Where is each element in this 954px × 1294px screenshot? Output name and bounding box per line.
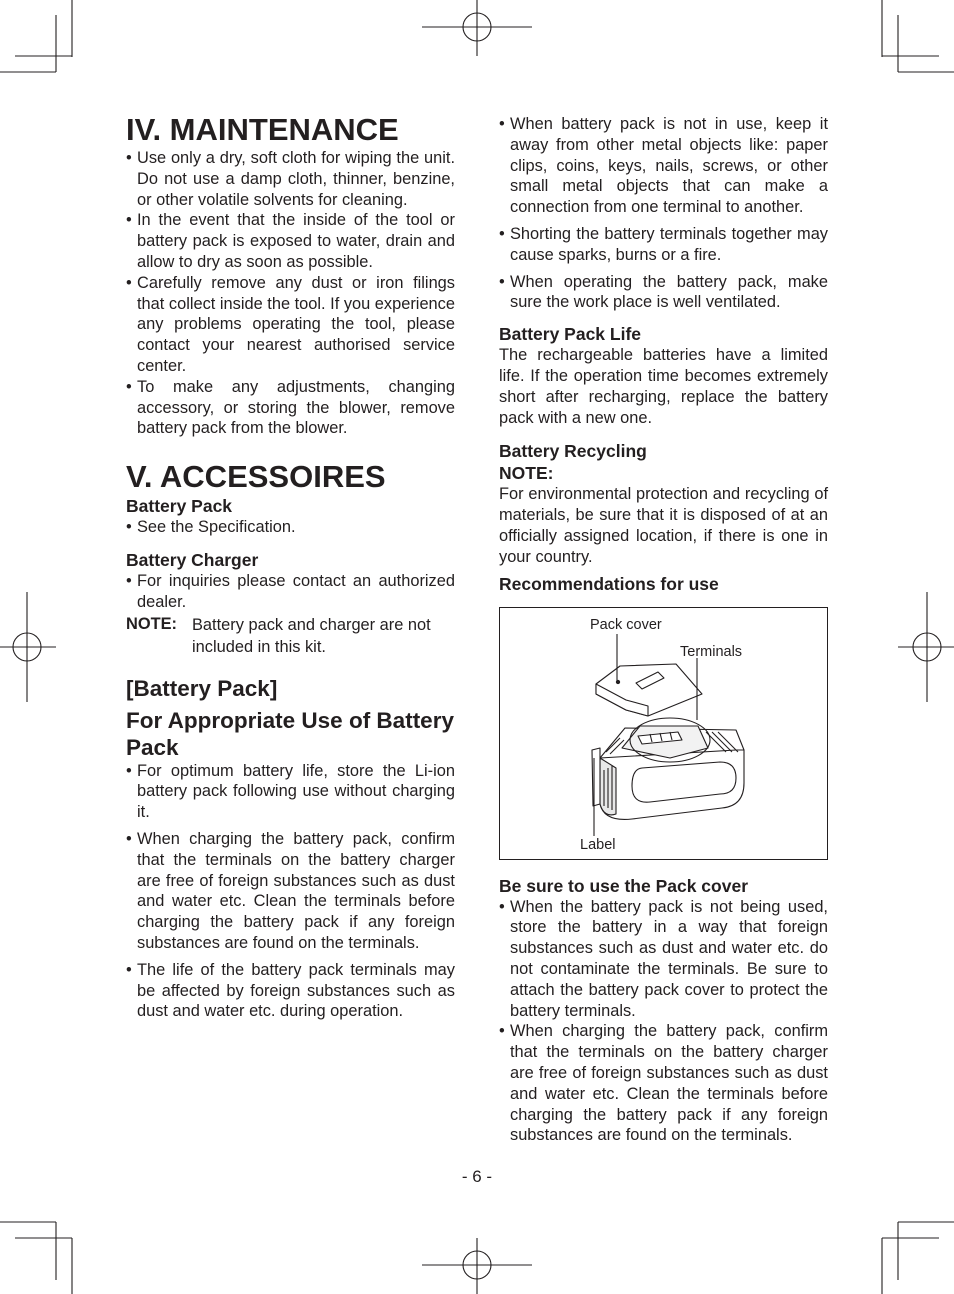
battery-charger-heading: Battery Charger: [126, 549, 259, 570]
pack-cover-heading: Be sure to use the Pack cover: [499, 875, 748, 896]
battery-pack-list: [126, 517, 455, 538]
note-text: Battery pack and charger are not included in this kit.: [192, 615, 431, 656]
battery-safety-list: [499, 114, 828, 313]
accessories-note: [126, 614, 455, 658]
battery-pack-figure: [499, 607, 828, 860]
label-label: Label: [580, 836, 616, 853]
list-item: • For inquiries please contact an authorized dealer.: [126, 571, 455, 613]
list-item: • When operating the battery pack, make sure the work place is well ventilated.: [499, 272, 828, 314]
right-column: [499, 114, 828, 1146]
note-label: NOTE:: [126, 614, 177, 633]
recommendations-heading: Recommendations for use: [499, 573, 719, 594]
list-item: • See the Specification.: [126, 517, 455, 538]
list-item: • For optimum battery life, store the Li-ion battery pack following use without charging it.: [126, 761, 455, 823]
battery-charger-list: [126, 571, 455, 613]
list-item: • When the battery pack is not being used, store the battery in a way that foreign substances such as dust and water etc. do not contaminate the terminals. Be sure to attach the battery pack cover to protect the battery terminals.: [499, 897, 828, 1022]
pack-cover-label: Pack cover: [590, 616, 662, 633]
battery-pack-illustration: [500, 608, 827, 859]
battery-pack-section-subtitle: For Appropriate Use of Battery Pack: [126, 707, 454, 760]
battery-pack-heading: Battery Pack: [126, 496, 233, 517]
recycling-note-label: NOTE:: [499, 463, 554, 484]
list-item: • Carefully remove any dust or iron filings that collect inside the tool. If you experience any problems operating the tool, please contact your nearest authorised service center.: [126, 273, 455, 377]
accessories-title: V. ACCESSOIRES: [126, 459, 386, 495]
battery-pack-section-title: [Battery Pack]: [126, 675, 278, 701]
list-item: • When battery pack is not in use, keep it away from other metal objects like: paper clips, coins, keys, nails, screws, or other small metal objects that can make a connection from one terminal to another.: [499, 114, 828, 218]
battery-recycling-heading: Battery Recycling: [499, 441, 647, 462]
list-item: • In the event that the inside of the tool or battery pack is exposed to water, drain and allow to dry as soon as possible.: [126, 210, 455, 272]
list-item: • The life of the battery pack terminals may be affected by foreign substances such as dust and water etc. during operation.: [126, 960, 455, 1022]
list-item: • Use only a dry, soft cloth for wiping the unit. Do not use a damp cloth, thinner, benzine, or other volatile solvents for cleaning.: [126, 148, 455, 210]
list-item: • When charging the battery pack, confirm that the terminals on the battery charger are free of foreign substances such as dust and water etc. Clean the terminals before charging the battery pack if any foreign substances are found on the terminals.: [499, 1021, 828, 1146]
list-item: • To make any adjustments, changing accessory, or storing the blower, remove battery pack from the blower.: [126, 377, 455, 439]
battery-life-heading: Battery Pack Life: [499, 324, 642, 345]
battery-recycling-text: For environmental protection and recycling of materials, be sure that it is disposed of at an officially assigned location, if there is one in your country.: [499, 485, 828, 566]
battery-life-text: The rechargeable batteries have a limited life. If the operation time becomes extremely short after recharging, replace the battery pack with a new one.: [499, 346, 828, 427]
left-column: [126, 112, 455, 1022]
pack-cover-list: [499, 897, 828, 1147]
list-item: • Shorting the battery terminals together may cause sparks, burns or a fire.: [499, 224, 828, 266]
page-number: - 6 -: [461, 1167, 493, 1186]
maintenance-list: [126, 148, 455, 439]
battery-pack-usage-list: [126, 761, 455, 1023]
list-item: • When charging the battery pack, confirm that the terminals on the battery charger are free of foreign substances such as dust and water etc. Clean the terminals before charging the battery pack if any foreign substances are found on the terminals.: [126, 829, 455, 954]
maintenance-title: IV. MAINTENANCE: [126, 112, 399, 147]
terminals-label: Terminals: [680, 643, 743, 660]
